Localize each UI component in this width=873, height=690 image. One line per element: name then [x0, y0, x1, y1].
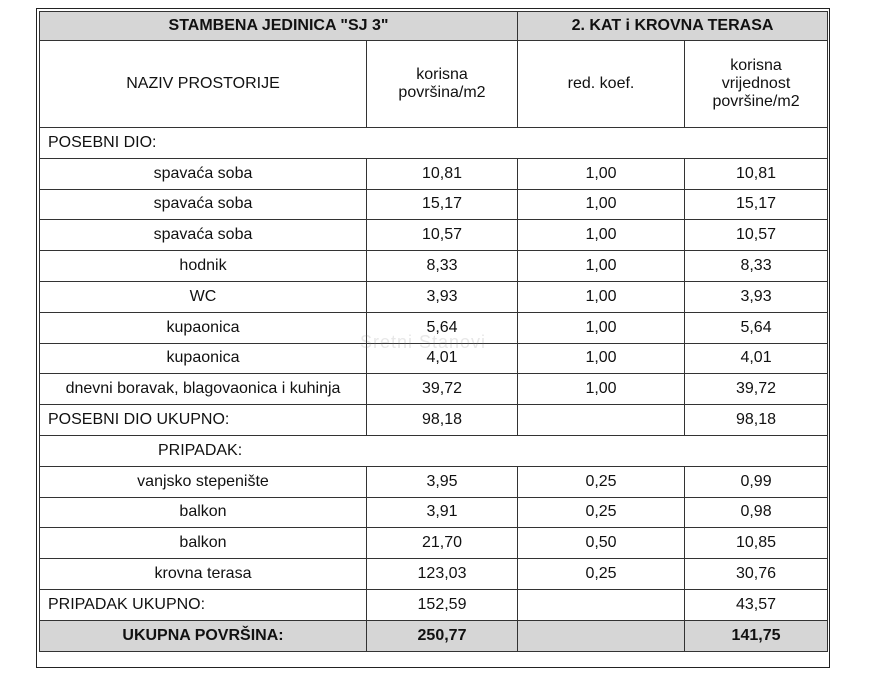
usable-value-cell: 5,64 — [685, 312, 828, 343]
posebni-total-empty — [518, 405, 685, 436]
table-row — [40, 189, 828, 220]
usable-value-cell: 39,72 — [685, 374, 828, 405]
usable-area-cell: 3,91 — [367, 497, 518, 528]
header-row — [40, 41, 828, 128]
coefficient-cell: 1,00 — [518, 158, 685, 189]
pripadak-label: PRIPADAK: — [40, 435, 828, 466]
watermark: Sretni Stanovi — [360, 332, 487, 352]
usable-value-cell: 8,33 — [685, 251, 828, 282]
coefficient-cell: 1,00 — [518, 220, 685, 251]
usable-area-cell: 4,01 — [367, 343, 518, 374]
table-row — [40, 251, 828, 282]
usable-value-cell: 30,76 — [685, 559, 828, 590]
table-row — [40, 528, 828, 559]
coefficient-cell: 1,00 — [518, 343, 685, 374]
usable-area-cell: 15,17 — [367, 189, 518, 220]
usable-value-cell: 10,85 — [685, 528, 828, 559]
posebni-total-area: 98,18 — [367, 405, 518, 436]
table-row — [40, 343, 828, 374]
pripadak-total-empty — [518, 589, 685, 620]
usable-value-cell: 0,98 — [685, 497, 828, 528]
usable-value-cell: 4,01 — [685, 343, 828, 374]
posebni-total-row — [40, 405, 828, 436]
pripadak-total-value: 43,57 — [685, 589, 828, 620]
usable-area-cell: 5,64 — [367, 312, 518, 343]
pripadak-total-area: 152,59 — [367, 589, 518, 620]
room-name-cell: vanjsko stepenište — [40, 466, 367, 497]
table-row — [40, 220, 828, 251]
coefficient-cell: 1,00 — [518, 281, 685, 312]
header-room-name: NAZIV PROSTORIJE — [40, 41, 367, 128]
posebni-total-label: POSEBNI DIO UKUPNO: — [40, 405, 367, 436]
usable-area-cell: 10,57 — [367, 220, 518, 251]
table-row — [40, 466, 828, 497]
coefficient-cell: 0,25 — [518, 466, 685, 497]
room-name-cell: kupaonica — [40, 343, 367, 374]
posebni-total-value: 98,18 — [685, 405, 828, 436]
usable-area-cell: 21,70 — [367, 528, 518, 559]
coefficient-cell: 1,00 — [518, 189, 685, 220]
posebni-section-row — [40, 128, 828, 159]
coefficient-cell: 0,50 — [518, 528, 685, 559]
grand-total-empty — [518, 620, 685, 651]
table-row — [40, 559, 828, 590]
grand-total-area: 250,77 — [367, 620, 518, 651]
pripadak-total-row — [40, 589, 828, 620]
room-name-cell: WC — [40, 281, 367, 312]
pripadak-section-row — [40, 435, 828, 466]
grand-total-label: UKUPNA POVRŠINA: — [40, 620, 367, 651]
room-name-cell: spavaća soba — [40, 158, 367, 189]
usable-area-cell: 3,93 — [367, 281, 518, 312]
room-name-cell: hodnik — [40, 251, 367, 282]
room-name-cell: balkon — [40, 497, 367, 528]
grand-total-row — [40, 620, 828, 651]
room-name-cell: balkon — [40, 528, 367, 559]
grand-total-value: 141,75 — [685, 620, 828, 651]
room-name-cell: krovna terasa — [40, 559, 367, 590]
unit-title: STAMBENA JEDINICA "SJ 3" — [40, 12, 518, 41]
room-name-cell: kupaonica — [40, 312, 367, 343]
header-usable-value: korisna vrijednost površine/m2 — [685, 41, 828, 128]
coefficient-cell: 0,25 — [518, 497, 685, 528]
coefficient-cell: 1,00 — [518, 312, 685, 343]
floor-title: 2. KAT i KROVNA TERASA — [518, 12, 828, 41]
title-row — [40, 12, 828, 41]
room-name-cell: spavaća soba — [40, 220, 367, 251]
usable-value-cell: 15,17 — [685, 189, 828, 220]
room-name-cell: spavaća soba — [40, 189, 367, 220]
usable-area-cell: 123,03 — [367, 559, 518, 590]
coefficient-cell: 0,25 — [518, 559, 685, 590]
header-usable-area: korisna površina/m2 — [367, 41, 518, 128]
usable-value-cell: 0,99 — [685, 466, 828, 497]
pripadak-total-label: PRIPADAK UKUPNO: — [40, 589, 367, 620]
table-row — [40, 158, 828, 189]
coefficient-cell: 1,00 — [518, 251, 685, 282]
posebni-label: POSEBNI DIO: — [40, 128, 828, 159]
usable-value-cell: 10,57 — [685, 220, 828, 251]
room-name-cell: dnevni boravak, blagovaonica i kuhinja — [40, 374, 367, 405]
usable-value-cell: 10,81 — [685, 158, 828, 189]
usable-area-cell: 8,33 — [367, 251, 518, 282]
table-row — [40, 374, 828, 405]
coefficient-cell: 1,00 — [518, 374, 685, 405]
table-row — [40, 497, 828, 528]
usable-area-cell: 39,72 — [367, 374, 518, 405]
table-row — [40, 312, 828, 343]
header-coefficient: red. koef. — [518, 41, 685, 128]
table-row — [40, 281, 828, 312]
usable-value-cell: 3,93 — [685, 281, 828, 312]
area-table — [39, 11, 828, 652]
usable-area-cell: 3,95 — [367, 466, 518, 497]
usable-area-cell: 10,81 — [367, 158, 518, 189]
